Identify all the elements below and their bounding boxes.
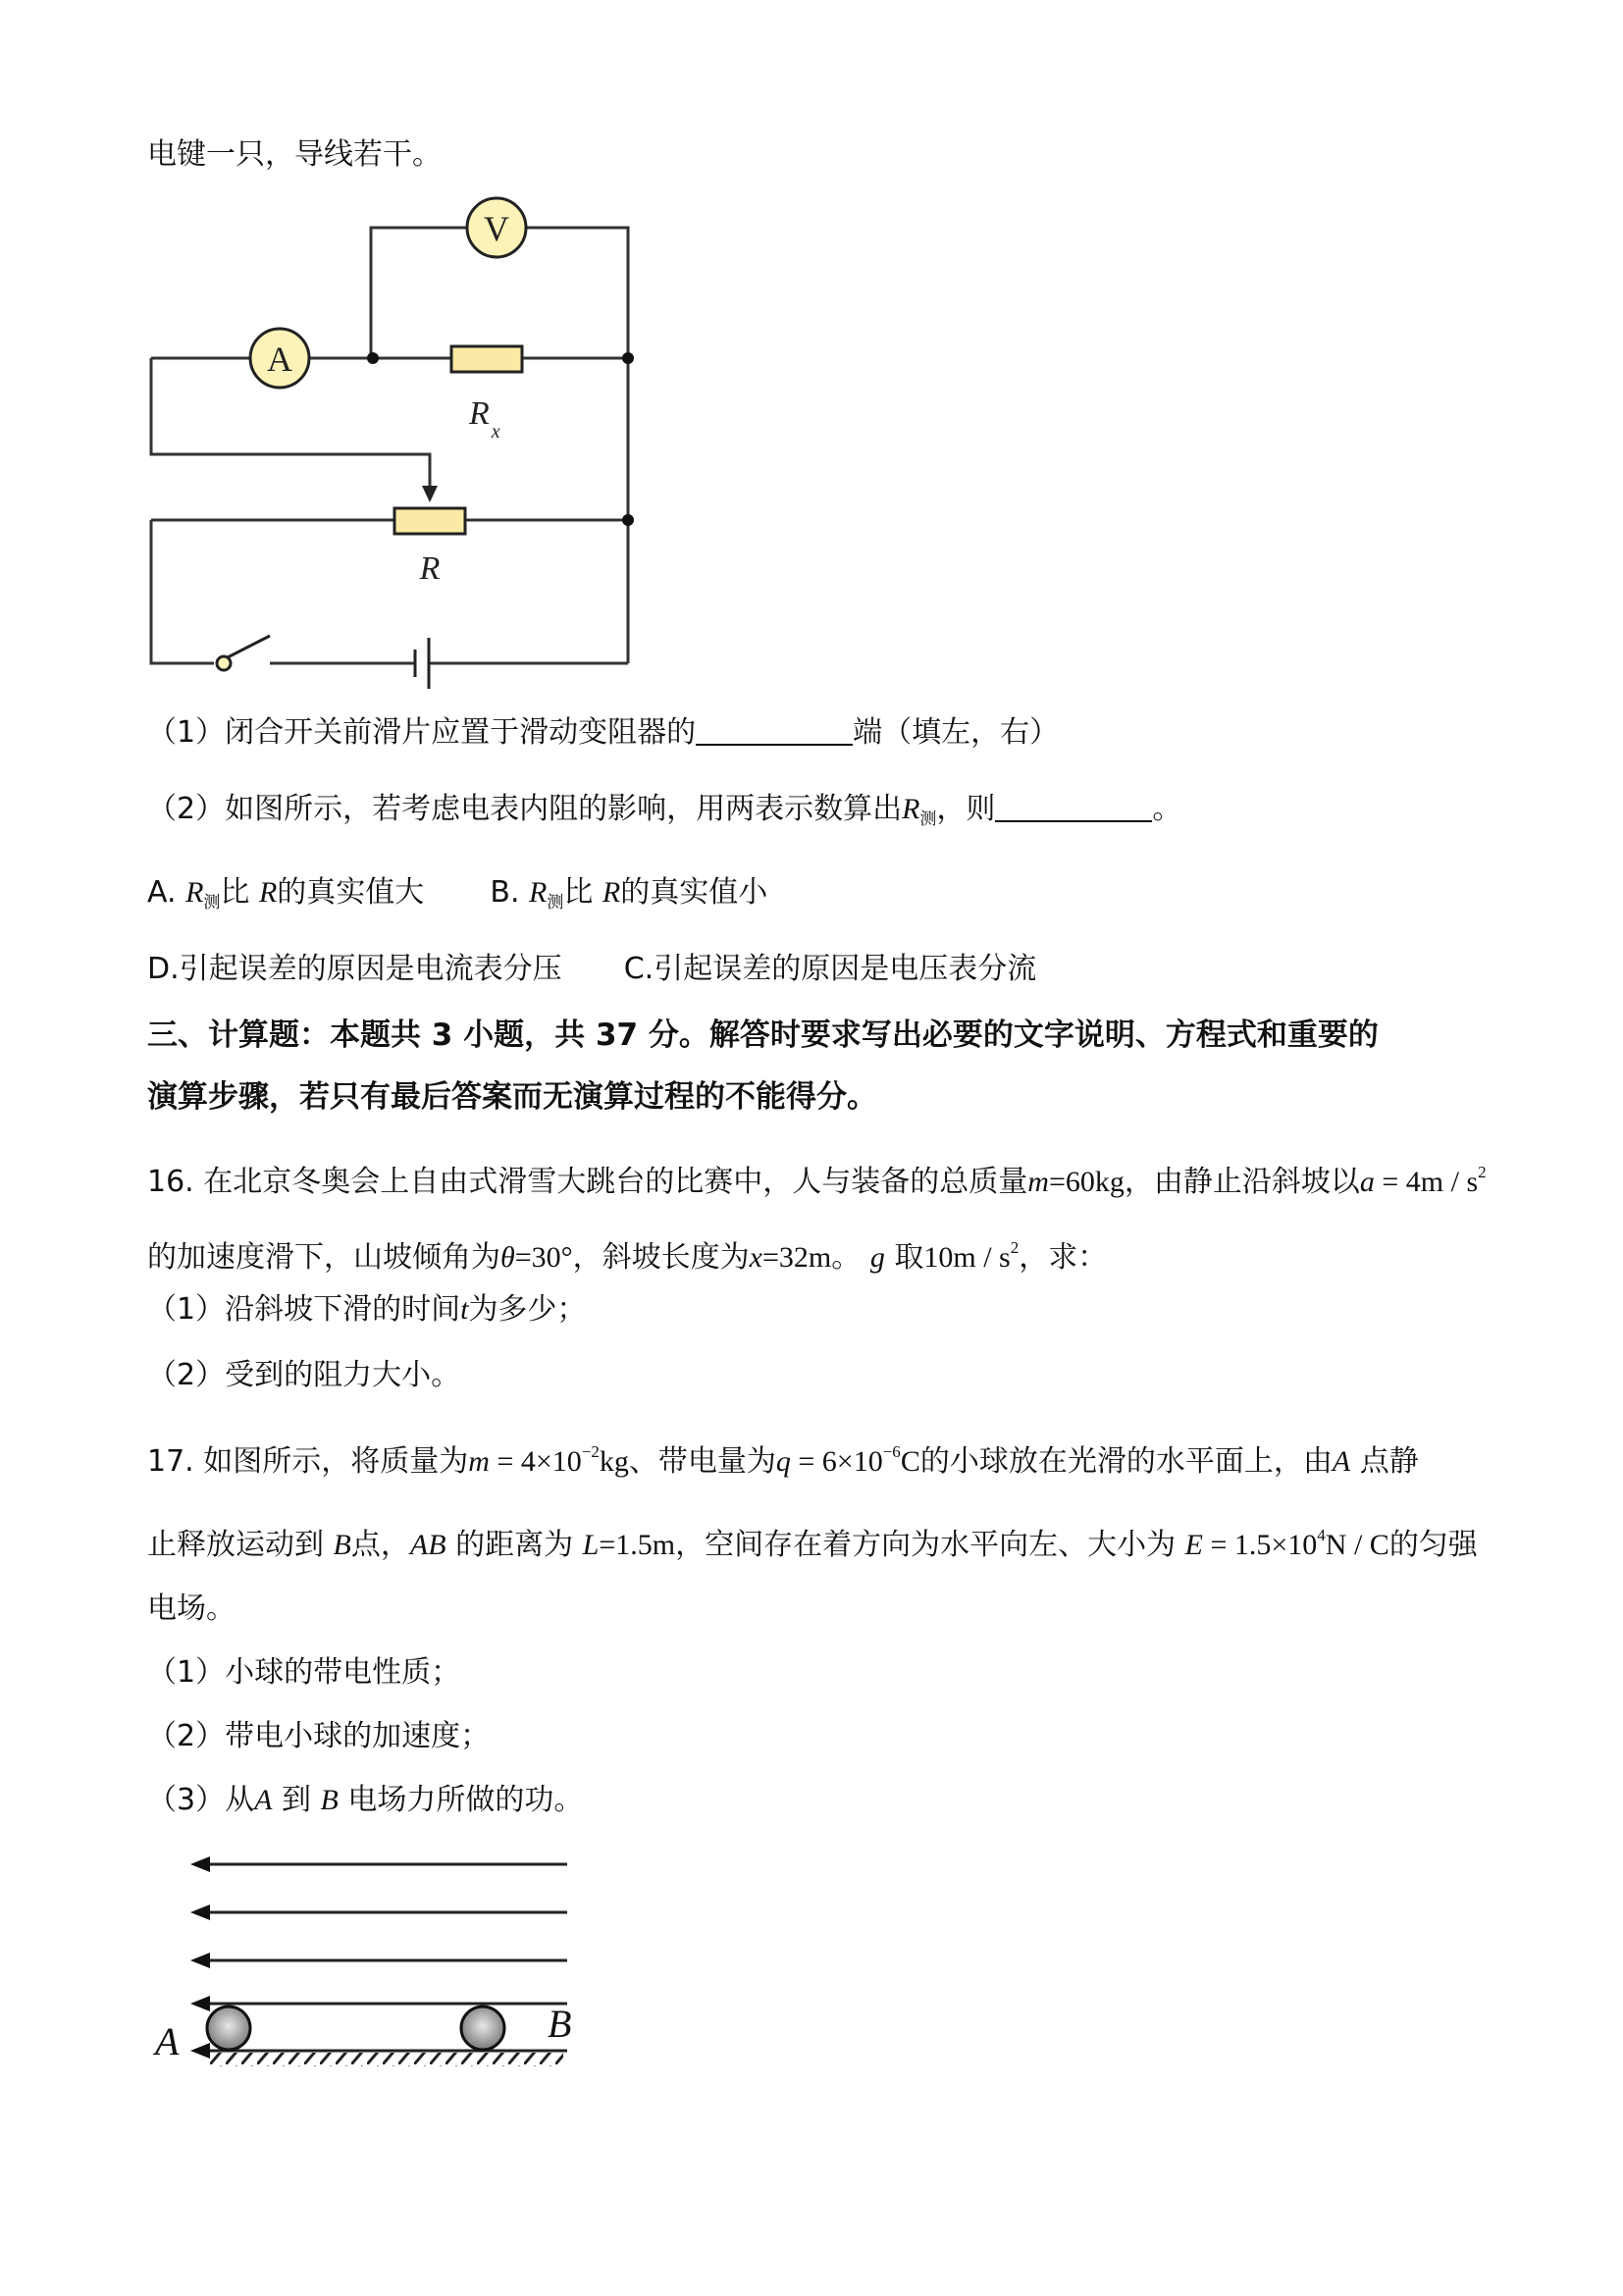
q16-text: 的加速度滑下，山坡倾角为 [147, 1240, 500, 1275]
accel-value: = 4m / s [1374, 1166, 1479, 1198]
field-value: = 1.5×10 [1202, 1529, 1318, 1561]
option-a[interactable] [147, 875, 425, 913]
electric-field-diagram [147, 1845, 599, 2070]
option-text: 引起误差的原因是电压表分流 [654, 952, 1037, 986]
r-measured-symbol: R [902, 793, 920, 825]
q17-part1: （1）小球的带电性质； [147, 1655, 461, 1690]
length-symbol: L [582, 1529, 600, 1561]
mass-exponent: −2 [581, 1442, 600, 1461]
charge-unit: C [900, 1445, 920, 1478]
q17-text: 、带电量为 [628, 1444, 776, 1479]
switch-icon [217, 656, 231, 670]
q16-text: 在北京冬奥会上自由式滑雪大跳台的比赛中，人与装备的总质量 [203, 1165, 1028, 1199]
option-text: 的真实值小 [620, 875, 768, 910]
voltmeter-label: V [484, 209, 509, 248]
accel-symbol: a [1359, 1166, 1375, 1198]
svg-text:Rx [468, 395, 500, 443]
option-mid: 比 [220, 875, 250, 910]
q16-line1 [147, 1153, 1487, 1202]
point-b: B [320, 1784, 339, 1816]
rx-subscript: x [491, 421, 500, 443]
label-b: B [548, 2002, 572, 2046]
option-mid: 比 [563, 875, 594, 910]
accel-exponent: 2 [1478, 1163, 1487, 1181]
junction-dot [367, 352, 379, 364]
mass-unit: kg [599, 1445, 629, 1478]
option-r: R [529, 876, 548, 909]
g-symbol: g [869, 1241, 885, 1274]
answer-blank[interactable] [696, 716, 853, 746]
g-text: 取 [894, 1240, 924, 1275]
intro-text: 电键一只，导线若干。 [147, 137, 442, 172]
charge-value: = 6×10 [790, 1445, 883, 1478]
ball-at-b [461, 2007, 504, 2050]
theta-symbol: θ [500, 1241, 515, 1274]
q15-options-row2 [147, 950, 1036, 989]
q17-line3: 电场。 [147, 1592, 236, 1626]
field-symbol: E [1184, 1529, 1203, 1561]
segment-ab: AB [409, 1529, 446, 1561]
q17-part3 [147, 1781, 583, 1820]
section-heading-line1: 三、计算题：本题共 3 小题，共 37 分。解答时要求写出必要的文字说明、方程式和重要的 [147, 1018, 1379, 1053]
q17-line1 [147, 1433, 1419, 1482]
q15-part2-text: （2）如图所示，若考虑电表内阻的影响，用两表示数算出 [147, 792, 903, 826]
answer-blank[interactable] [995, 793, 1152, 822]
option-letter: D. [147, 952, 180, 986]
option-c[interactable] [624, 952, 1036, 986]
point-b: B [333, 1529, 351, 1561]
charge-exponent: −6 [882, 1442, 901, 1461]
option-letter: B. [490, 875, 520, 910]
q17-text: 止释放运动到 [147, 1528, 324, 1562]
q15-part1-text: （1）闭合开关前滑片应置于滑动变阻器的 [147, 715, 697, 750]
mass-symbol: m [468, 1445, 490, 1478]
option-letter: C. [623, 952, 654, 986]
ammeter-label: A [267, 339, 292, 379]
label-a: A [155, 2019, 180, 2063]
q17-text: 的小球放在光滑的水平面上，由 [919, 1444, 1333, 1479]
arrowhead-icon [190, 1953, 210, 1968]
junction-dot [622, 352, 634, 364]
ball-at-a [207, 2007, 250, 2050]
option-r-sub: 测 [203, 893, 221, 913]
q15-part2 [147, 790, 1181, 839]
section-heading-line2: 演算步骤，若只有最后答案而无演算过程的不能得分。 [147, 1079, 877, 1115]
q15-part2-end: 。 [1152, 792, 1182, 826]
q16-part1-end: 为多少； [468, 1292, 587, 1327]
q17-text: 点静 [1359, 1444, 1419, 1479]
arrowhead-icon [190, 2043, 210, 2059]
arrowhead-icon [190, 1905, 210, 1920]
theta-value: =30°，斜坡长度为 [514, 1241, 750, 1274]
t-symbol: t [460, 1293, 469, 1326]
point-a: A [1332, 1445, 1351, 1478]
question-number: 17. [147, 1444, 194, 1479]
resistor-rx-icon [451, 346, 522, 372]
option-text: 引起误差的原因是电流表分压 [179, 952, 562, 986]
q16-part1-text: （1）沿斜坡下滑的时间 [147, 1292, 461, 1327]
q17-line2 [147, 1516, 1478, 1565]
field-unit: N / C [1325, 1529, 1389, 1561]
q17-text: 如图所示，将质量为 [203, 1444, 469, 1479]
length-value: =1.5m，空间存在着方向为水平向左、大小为 [599, 1529, 1177, 1561]
wire-bottom [151, 520, 628, 663]
q16-part1 [147, 1290, 586, 1330]
q17-part3-text: （3）从 [147, 1783, 255, 1817]
charge-symbol: q [775, 1445, 791, 1478]
q16-part2: （2）受到的阻力大小。 [147, 1358, 461, 1392]
option-r2: R [602, 876, 621, 909]
q17-part2: （2）带电小球的加速度； [147, 1719, 491, 1753]
g-value: 10m / s [923, 1241, 1011, 1274]
g-exponent: 2 [1010, 1238, 1020, 1257]
x-value: =32m。 [762, 1241, 862, 1274]
mass-symbol: m [1027, 1166, 1049, 1198]
rx-label: R [469, 395, 490, 432]
r-measured-subscript: 测 [919, 809, 937, 829]
ground-hatch [210, 2053, 563, 2066]
option-r-sub: 测 [547, 893, 564, 913]
field-exponent: 4 [1317, 1526, 1326, 1544]
option-r2: R [258, 876, 278, 909]
q17-part3-text: 电场力所做的功。 [347, 1783, 584, 1817]
q16-end: ，求： [1019, 1240, 1108, 1275]
mass-value: = 4×10 [489, 1445, 582, 1478]
mass-value: =60kg，由静止沿斜坡以 [1048, 1166, 1360, 1198]
option-text: 的真实值大 [277, 875, 425, 910]
option-b[interactable] [490, 875, 768, 913]
q17-text: 的匀强 [1388, 1528, 1478, 1562]
rheostat-icon [394, 508, 465, 534]
circuit-diagram [137, 186, 687, 697]
q15-options-row1 [147, 873, 767, 922]
rheostat-label: R [419, 550, 441, 587]
option-letter: A. [147, 875, 177, 910]
q17-part3-text: 到 [281, 1783, 311, 1817]
arrowhead-icon [190, 1996, 210, 2011]
q15-part1-suffix: 端（填左，右） [853, 715, 1060, 750]
q15-part2-suffix: ，则 [936, 792, 996, 826]
option-d[interactable] [147, 952, 562, 986]
point-a: A [254, 1784, 273, 1816]
q15-part1 [147, 713, 1059, 753]
x-symbol: x [749, 1241, 762, 1274]
switch-lever [224, 636, 270, 659]
option-r: R [185, 876, 204, 909]
junction-dot [622, 514, 634, 526]
arrowhead-icon [190, 1856, 210, 1872]
slider-arrow-icon [422, 486, 438, 502]
q17-text: 点， [350, 1528, 410, 1562]
q17-text: 的距离为 [455, 1528, 574, 1562]
q16-line2 [147, 1228, 1107, 1278]
question-number: 16. [147, 1165, 194, 1199]
